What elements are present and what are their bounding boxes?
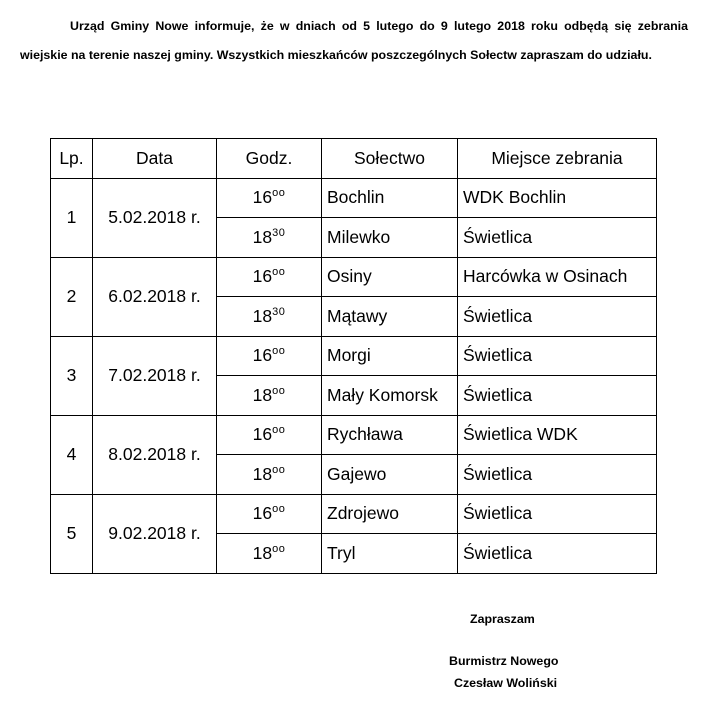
cell-lp: 1 xyxy=(51,178,93,257)
cell-time xyxy=(217,218,322,258)
signature-title: Burmistrz Nowego xyxy=(449,654,559,668)
cell-time xyxy=(217,336,322,376)
cell-lp: 2 xyxy=(51,257,93,336)
table-row xyxy=(51,178,657,218)
cell-lp: 3 xyxy=(51,336,93,415)
table-row xyxy=(51,415,657,455)
time-minutes: 30 xyxy=(272,226,286,239)
header-village: Sołectwo xyxy=(322,139,458,179)
cell-place: Świetlica xyxy=(458,297,657,337)
time-hour: 16 xyxy=(252,503,273,524)
time-minutes: oo xyxy=(272,463,286,476)
time-minutes: oo xyxy=(272,424,286,437)
cell-time xyxy=(217,415,322,455)
signature-invite: Zapraszam xyxy=(470,612,535,626)
cell-place: Świetlica xyxy=(458,218,657,258)
time-hour: 16 xyxy=(252,424,273,445)
cell-date: 7.02.2018 r. xyxy=(93,336,217,415)
time-minutes: oo xyxy=(272,542,286,555)
cell-time xyxy=(217,376,322,416)
time-minutes: 30 xyxy=(272,305,286,318)
cell-time xyxy=(217,494,322,534)
table-row xyxy=(51,257,657,297)
cell-time xyxy=(217,297,322,337)
cell-place: WDK Bochlin xyxy=(458,178,657,218)
time-minutes: oo xyxy=(272,384,286,397)
meetings-table xyxy=(50,138,657,574)
cell-time xyxy=(217,455,322,495)
table-header-row xyxy=(51,139,657,179)
time-hour: 18 xyxy=(252,463,273,484)
cell-place: Świetlica xyxy=(458,336,657,376)
cell-village: Mały Komorsk xyxy=(322,376,458,416)
cell-date: 9.02.2018 r. xyxy=(93,494,217,573)
cell-village: Mątawy xyxy=(322,297,458,337)
cell-time xyxy=(217,257,322,297)
cell-date: 8.02.2018 r. xyxy=(93,415,217,494)
cell-place: Harcówka w Osinach xyxy=(458,257,657,297)
time-hour: 18 xyxy=(252,384,273,405)
cell-village: Osiny xyxy=(322,257,458,297)
cell-time xyxy=(217,178,322,218)
cell-place: Świetlica xyxy=(458,455,657,495)
intro-paragraph: Urząd Gminy Nowe informuje, że w dniach od 5 lutego do 9 lutego 2018 roku odbędą się zebrania wiejskie na terenie naszej gminy. Wszystkich mieszkańców poszczególnych Sołectw zapraszam do udziału. xyxy=(20,19,688,62)
time-minutes: oo xyxy=(272,345,286,358)
table-row xyxy=(51,336,657,376)
time-hour: 18 xyxy=(252,542,273,563)
table-row xyxy=(51,494,657,534)
cell-place: Świetlica xyxy=(458,534,657,574)
header-place: Miejsce zebrania xyxy=(458,139,657,179)
cell-place: Świetlica WDK xyxy=(458,415,657,455)
header-lp: Lp. xyxy=(51,139,93,179)
time-hour: 16 xyxy=(252,345,273,366)
cell-place: Świetlica xyxy=(458,494,657,534)
header-time: Godz. xyxy=(217,139,322,179)
cell-place: Świetlica xyxy=(458,376,657,416)
signature-name: Czesław Woliński xyxy=(454,676,558,690)
cell-time xyxy=(217,534,322,574)
time-minutes: oo xyxy=(272,503,286,516)
cell-village: Tryl xyxy=(322,534,458,574)
time-minutes: oo xyxy=(272,187,286,200)
time-hour: 18 xyxy=(252,226,273,247)
header-date: Data xyxy=(93,139,217,179)
cell-village: Rychława xyxy=(322,415,458,455)
cell-date: 5.02.2018 r. xyxy=(93,178,217,257)
cell-village: Morgi xyxy=(322,336,458,376)
cell-village: Milewko xyxy=(322,218,458,258)
cell-lp: 4 xyxy=(51,415,93,494)
time-hour: 16 xyxy=(252,187,273,208)
cell-village: Zdrojewo xyxy=(322,494,458,534)
cell-date: 6.02.2018 r. xyxy=(93,257,217,336)
time-minutes: oo xyxy=(272,266,286,279)
time-hour: 18 xyxy=(252,305,273,326)
cell-village: Bochlin xyxy=(322,178,458,218)
cell-lp: 5 xyxy=(51,494,93,573)
time-hour: 16 xyxy=(252,266,273,287)
cell-village: Gajewo xyxy=(322,455,458,495)
